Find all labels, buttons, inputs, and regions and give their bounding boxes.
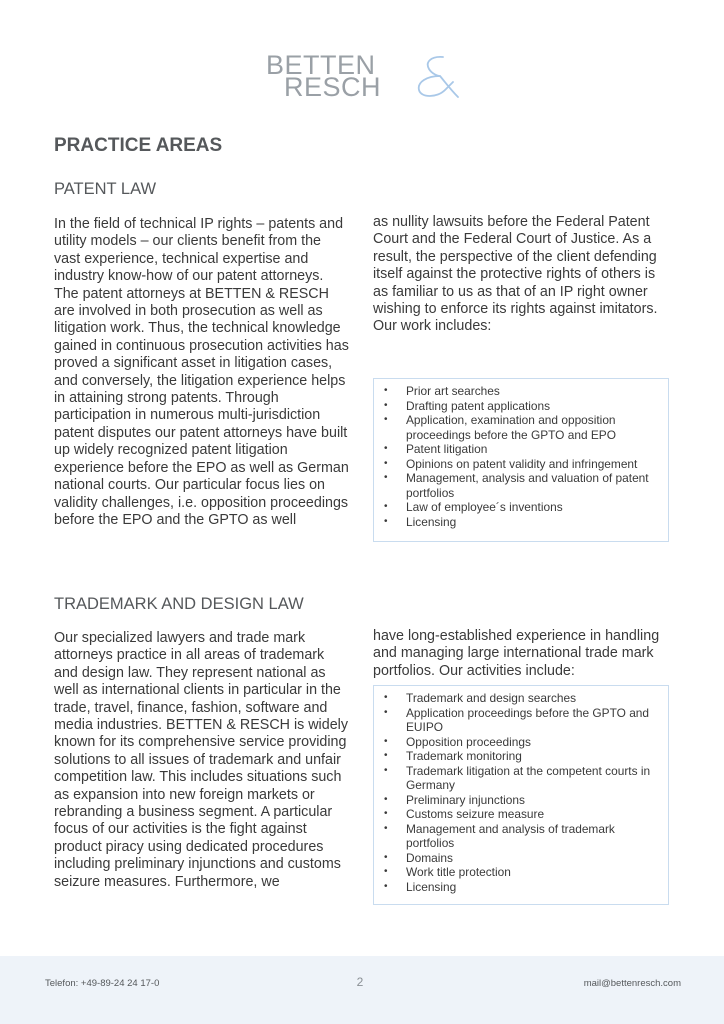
list-item: • Opinions on patent validity and infringement (384, 456, 638, 471)
company-logo (266, 50, 458, 100)
bullet-icon: • (384, 822, 388, 834)
bullet-icon: • (384, 515, 388, 527)
bullet-icon: • (384, 808, 388, 819)
list-item: • Application proceedings before the GPTO and EUIPO (384, 705, 650, 734)
list-item: • Law of employee´s inventions (384, 500, 563, 514)
list-item: • Prior art searches (384, 384, 500, 398)
trademark-services-list (384, 691, 662, 894)
bullet-icon: • (384, 764, 388, 776)
page-title: PRACTICE AREAS (54, 135, 223, 156)
footer-phone: Telefon: +49-89-24 24 17-0 (45, 978, 160, 989)
bullet-icon: • (384, 443, 388, 454)
list-item: • Licensing (384, 514, 457, 529)
bullet-icon: • (384, 866, 388, 877)
patent-law-paragraph-right: as nullity lawsuits before the Federal Patent Court and the Federal Court of Justice. As a result, the perspective of the client defending itself against the protective rights of others is as familiar to us as that of an IP right owner wishing to enforce its rights against imitators. Our work includes: (373, 214, 658, 335)
list-item: • Domains (384, 850, 453, 865)
list-item: • Drafting patent applications (384, 398, 551, 413)
list-item: • Management and analysis of trademark portfolios (384, 821, 615, 850)
bullet-icon: • (384, 385, 388, 396)
list-item: • Customs seizure measure (384, 807, 545, 821)
list-item: • Preliminary injunctions (384, 792, 525, 807)
bullet-icon: • (384, 750, 388, 761)
list-item: • Application, examination and opposition proceedings before the GPTO and EPO (384, 413, 616, 442)
bullet-icon: • (384, 880, 388, 892)
patent-law-paragraph-left: In the field of technical IP rights – patents and utility models – our clients benefit from the vast experience, technical expertise and industry know-how of our patent attorneys. The patent attorneys at BETTEN & RESCH are involved in both prosecution as well as litigation work. Thus, the technical knowledge gained in continuous prosecution activities has proved a significant asset in litigation cases, and conversely, the litigation experience helps in attaining strong patents. Through participation in numerous multi-jurisdiction patent disputes our patent attorneys have built up widely recognized patent litigation experience before the EPO as well as German national courts. Our particular focus lies on validity challenges, i.e. opposition proceedings before the EPO and the GPTO as well (54, 216, 349, 528)
bullet-icon: • (384, 414, 388, 425)
bullet-icon: • (384, 472, 388, 483)
trademark-law-heading: TRADEMARK AND DESIGN LAW (54, 595, 304, 613)
trademark-law-paragraph-right: have long-established experience in handling and managing large international trade mark portfolios. Our activities include: (373, 628, 660, 679)
trademark-law-paragraph-left: Our specialized lawyers and trade mark attorneys practice in all areas of trademark and design law. They represent national as well as international clients in particular in the trade, travel, finance, fashion, software and media industries. BETTEN & RESCH is widely known for its comprehensive service providing solutions to all issues of trademark and unfair competition law. This includes situations such as expansion into new foreign markets or rebranding a business segment. A particular focus of our activities is the fight against product piracy using dedicated procedures including preliminary injunctions and customs seizure measures. Furthermore, we (54, 630, 348, 890)
list-item: • Trademark and design searches (384, 691, 577, 705)
list-item: • Trademark monitoring (384, 749, 522, 763)
list-item: • Trademark litigation at the competent courts in Germany (384, 763, 651, 792)
logo-text-resch: RESCH (284, 72, 382, 102)
patent-law-heading: PATENT LAW (54, 180, 157, 198)
ampersand-logo-icon (407, 54, 459, 98)
bullet-icon: • (384, 692, 388, 703)
patent-services-box (373, 378, 669, 542)
page-footer (0, 956, 724, 1024)
bullet-icon: • (384, 457, 388, 469)
page-number: 2 (356, 975, 364, 989)
patent-services-list (384, 384, 662, 529)
bullet-icon: • (384, 501, 388, 512)
trademark-services-box (373, 685, 669, 905)
bullet-icon: • (384, 706, 388, 718)
list-item: • Work title protection (384, 865, 511, 879)
bullet-icon: • (384, 851, 388, 863)
logo-text-betten: BETTEN (266, 50, 376, 80)
list-item: • Licensing (384, 879, 457, 894)
list-item: • Management, analysis and valuation of patent portfolios (384, 471, 649, 500)
footer-email-link[interactable]: mail@bettenresch.com (583, 978, 681, 989)
list-item: • Patent litigation (384, 442, 488, 456)
bullet-icon: • (384, 735, 388, 747)
bullet-icon: • (384, 793, 388, 805)
bullet-icon: • (384, 399, 388, 411)
list-item: • Opposition proceedings (384, 734, 531, 749)
